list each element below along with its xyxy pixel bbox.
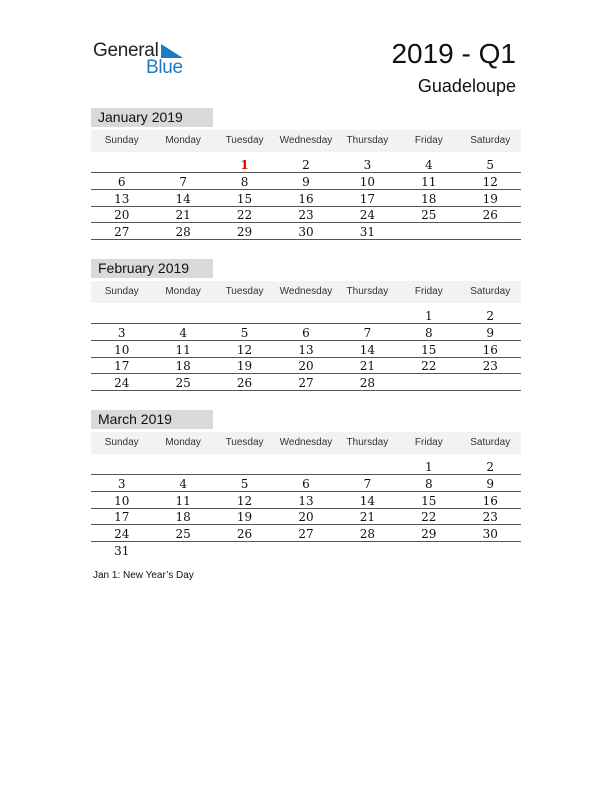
- week-row: [91, 342, 521, 358]
- day-cell: 7: [363, 325, 372, 340]
- day-cell: 6: [302, 325, 310, 340]
- day-cell: 15: [236, 191, 253, 206]
- day-cell: 17: [359, 191, 376, 206]
- day-cell: 31: [359, 225, 376, 240]
- day-cell: 21: [359, 359, 376, 374]
- day-cell: 14: [359, 493, 376, 508]
- day-cell: [91, 459, 152, 474]
- weekday-label: Monday: [165, 286, 201, 297]
- day-cell: 10: [114, 493, 130, 508]
- holiday-note: Jan 1: New Year’s Day: [93, 570, 194, 581]
- day-cell: 13: [298, 493, 314, 508]
- logo-triangle-icon: [161, 44, 183, 58]
- weekday-label: Thursday: [346, 286, 389, 297]
- day-cell: 1: [425, 460, 433, 474]
- day-cell: 27: [114, 225, 130, 240]
- day-cell: 23: [482, 359, 498, 374]
- day-cell: 23: [482, 510, 498, 525]
- day-cell: 28: [359, 376, 376, 391]
- weekday-header: [91, 281, 521, 303]
- day-cell: 24: [114, 376, 130, 391]
- day-cell: 20: [114, 208, 130, 223]
- weekday-label: Sunday: [104, 286, 139, 297]
- day-cell: 24: [359, 208, 376, 223]
- week-row: [91, 509, 521, 525]
- month-name: March 2019: [91, 410, 213, 429]
- day-cell: 9: [486, 325, 495, 340]
- page-title: 2019 - Q1: [391, 38, 516, 69]
- weekday-label: Saturday: [470, 286, 511, 297]
- week-row: [91, 157, 521, 173]
- day-cell: 25: [421, 208, 437, 223]
- week-row: [91, 308, 521, 324]
- day-cell: 28: [175, 225, 191, 240]
- weekday-label: Monday: [165, 437, 201, 448]
- day-cell: 2: [486, 460, 495, 474]
- day-cell: 4: [179, 325, 187, 340]
- day-cell: [398, 543, 459, 559]
- day-cell: 3: [117, 325, 126, 340]
- month-name: February 2019: [91, 259, 213, 278]
- day-cell: 15: [421, 342, 437, 357]
- weekday-label: Monday: [165, 135, 201, 146]
- day-cell: 26: [236, 527, 253, 542]
- weekday-label: Saturday: [470, 437, 511, 448]
- week-row: [91, 375, 521, 391]
- day-cell: 3: [363, 158, 372, 172]
- day-cell: [214, 308, 275, 323]
- day-cell: [460, 224, 521, 239]
- generalblue-logo: [93, 40, 203, 80]
- weekday-label: Friday: [414, 286, 443, 297]
- day-cell: 26: [236, 376, 253, 391]
- day-cell: 11: [175, 342, 191, 357]
- day-cell: 12: [236, 342, 253, 357]
- week-row: [91, 543, 521, 559]
- logo-general-text: General: [93, 40, 159, 61]
- day-cell: [337, 459, 398, 474]
- logo-blue-text: Blue: [146, 57, 183, 78]
- week-row: [91, 174, 521, 190]
- day-cell: 10: [359, 174, 376, 189]
- day-cell: 8: [240, 174, 249, 189]
- day-cell: 26: [482, 208, 498, 223]
- day-cell: [337, 308, 398, 323]
- page-subtitle: Guadeloupe: [417, 76, 516, 96]
- day-cell: 23: [298, 208, 314, 223]
- day-cell: 6: [117, 174, 126, 189]
- day-cell: 8: [425, 325, 433, 340]
- weekday-header: [91, 432, 521, 454]
- day-cell: 2: [302, 158, 310, 172]
- day-cell: 5: [240, 476, 249, 491]
- day-cell: [91, 308, 152, 323]
- day-cell: 13: [298, 342, 314, 357]
- day-cell: 19: [236, 359, 253, 374]
- day-cell: 4: [179, 476, 187, 491]
- day-cell: 16: [298, 191, 314, 206]
- day-cell: 15: [421, 493, 437, 508]
- day-cell: 14: [359, 342, 376, 357]
- day-cell: 30: [298, 225, 314, 240]
- day-cell: 2: [486, 309, 495, 323]
- day-cell: [460, 543, 521, 559]
- week-row: [91, 224, 521, 240]
- week-row: [91, 358, 521, 374]
- day-cell: 21: [359, 510, 376, 525]
- week-row: [91, 476, 521, 492]
- day-cell: [91, 157, 152, 172]
- day-cell: 22: [421, 510, 437, 525]
- day-cell: 25: [175, 527, 191, 542]
- day-cell: 22: [421, 359, 437, 374]
- day-cell: 29: [421, 527, 437, 542]
- weekday-label: Wednesday: [279, 135, 333, 146]
- weekday-label: Tuesday: [225, 135, 264, 146]
- day-cell: 6: [302, 476, 310, 491]
- day-cell: 21: [175, 208, 191, 223]
- day-cell: 16: [482, 342, 498, 357]
- day-cell: 27: [298, 527, 314, 542]
- day-cell: 17: [114, 359, 130, 374]
- day-cell: 8: [425, 476, 433, 491]
- weekday-label: Saturday: [470, 135, 511, 146]
- day-cell: 29: [236, 225, 253, 240]
- week-row: [91, 325, 521, 341]
- day-cell: 9: [302, 174, 310, 189]
- weekday-label: Tuesday: [225, 437, 264, 448]
- day-cell: [152, 157, 213, 172]
- day-cell: [275, 543, 336, 559]
- weekday-label: Friday: [414, 135, 443, 146]
- day-cell: 24: [114, 527, 130, 542]
- day-cell: 1: [425, 309, 433, 323]
- day-cell: 20: [298, 510, 314, 525]
- day-cell: 25: [175, 376, 191, 391]
- day-cell: 31: [114, 544, 130, 558]
- weekday-header: [91, 130, 521, 152]
- day-cell: 5: [486, 158, 495, 172]
- day-cell: 28: [359, 527, 376, 542]
- day-cell: 19: [236, 510, 253, 525]
- day-cell: 3: [117, 476, 126, 491]
- day-cell: [214, 543, 275, 559]
- day-cell: 27: [298, 376, 314, 391]
- week-row: [91, 207, 521, 223]
- day-cell: 13: [114, 191, 130, 206]
- day-cell: 5: [240, 325, 249, 340]
- week-row: [91, 493, 521, 509]
- month-name: January 2019: [91, 108, 213, 127]
- weekday-label: Thursday: [346, 135, 389, 146]
- day-cell: 18: [175, 510, 191, 525]
- day-cell: 30: [482, 527, 498, 542]
- day-cell: 18: [175, 359, 191, 374]
- weekday-label: Sunday: [104, 437, 139, 448]
- weekday-label: Thursday: [346, 437, 389, 448]
- day-cell: 14: [175, 191, 191, 206]
- day-cell: [152, 308, 213, 323]
- week-row: [91, 526, 521, 542]
- day-cell: [152, 543, 213, 559]
- day-cell: 10: [114, 342, 130, 357]
- day-cell: [398, 375, 459, 390]
- weekday-label: Sunday: [104, 135, 139, 146]
- day-cell: 22: [236, 208, 253, 223]
- day-cell: 4: [425, 158, 433, 172]
- day-cell: [275, 308, 336, 323]
- day-cell: 7: [363, 476, 372, 491]
- weekday-label: Wednesday: [279, 437, 333, 448]
- day-cell: 9: [486, 476, 495, 491]
- day-cell: 11: [175, 493, 191, 508]
- day-cell: 12: [236, 493, 253, 508]
- day-cell: [275, 459, 336, 474]
- day-cell: [152, 459, 213, 474]
- day-cell: 7: [179, 174, 187, 189]
- weekday-label: Wednesday: [279, 286, 333, 297]
- day-cell: 11: [421, 174, 437, 189]
- day-cell: 17: [114, 510, 130, 525]
- day-cell: [398, 224, 459, 239]
- weekday-label: Tuesday: [225, 286, 264, 297]
- day-cell: 12: [482, 174, 498, 189]
- day-cell: 20: [298, 359, 314, 374]
- day-cell: [460, 375, 521, 390]
- holiday-day-cell: 1: [240, 158, 249, 172]
- day-cell: 16: [482, 493, 498, 508]
- week-row: [91, 191, 521, 207]
- week-row: [91, 459, 521, 475]
- weekday-label: Friday: [414, 437, 443, 448]
- day-cell: 19: [482, 191, 498, 206]
- day-cell: [214, 459, 275, 474]
- day-cell: [337, 543, 398, 559]
- day-cell: 18: [421, 191, 437, 206]
